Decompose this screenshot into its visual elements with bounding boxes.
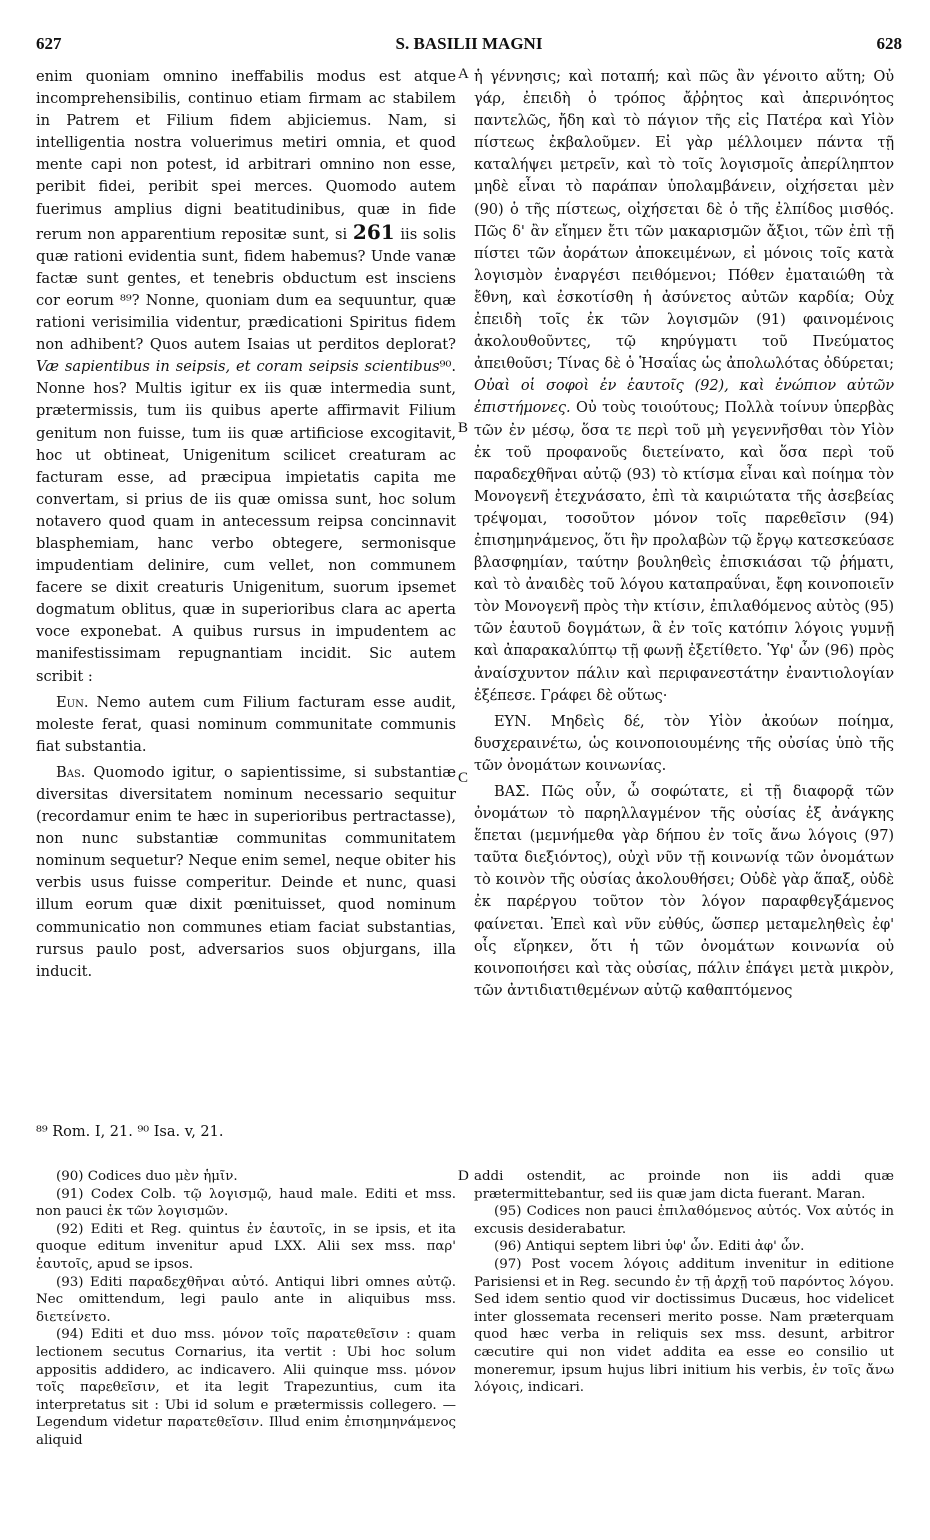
note: (94) Editi et duo mss. μόνον τοῖς παρατεθεῖσιν : quam lectionem secutus Cornarius, ita vertit : Ubi hoc solum appositis addidero, ac indicavero. Alii quinque mss. μόνον τοῖς παρεθεῖσιν, et ita legit Trapezuntius, cum ita interpretatus sit : Ubi id solum e prætermissis collegero. — Legendum videtur παρατεθεῖσιν. Illud enim ἐπισημηνάμενος aliquid xyxy=(36,1327,456,1448)
latin-paragraph-3 xyxy=(36,762,456,983)
note: (95) Codices non pauci ἐπιλαθόμενος αὐτός. Vox αὐτός in excusis desiderabatur. xyxy=(474,1204,894,1237)
greek-text: ἡ γέννησις; καὶ ποταπή; καὶ πῶς ἂν γένοιτο αὕτη; Οὐ γάρ, ἐπειδὴ ὁ τρόπος ἄῤῥητος καὶ ἀπερινόητος παντελῶς, ἤδη καὶ τὸ πάγιον τῆς εἰς Πατέρα καὶ Υἱὸν πίστεως ἐκβαλοῦμεν. Εἰ γὰρ μέλλοιμεν πάντα τῇ καταλήψει μετρεῖν, καὶ τὸ τοῖς λογισμοῖς ἀπερίληπτον μηδὲ εἶναι τὸ παράπαν ὑπολαμβάνειν, οἰχήσεται μὲν (90) ὁ τῆς πίστεως, οἰχήσεται δὲ ὁ τῆς ἐλπίδος μισθός. Πῶς δ' ἂν εἴημεν ἔτι τῶν μακαρισμῶν ἄξιοι, τῶν ἐπὶ τῇ πίστει τῶν ἀοράτων ἀποκειμένων, εἰ μόνοις τοῖς κατὰ λογισμὸν ἐναργέσι πειθόμενοι; Πόθεν ἐματαιώθη τὰ ἔθνη, καὶ ἐσκοτίσθη ἡ ἀσύνετος αὐτῶν καρδία; Οὐχ ἐπειδὴ τοῖς ἐκ τῶν λογισμῶν (91) φαινομένοις ἀκολουθοῦντες, τῷ κηρύγματι τοῦ Πνεύματος ἀπειθοῦσι; Τίνας δὲ ὁ Ἡσαΐας ὡς ἀπολωλότας ὀδύρεται; xyxy=(474,68,894,373)
speaker-label: ΒΑΣ. xyxy=(494,783,530,800)
speaker-label: Bas. xyxy=(56,763,86,781)
page-number-left: 627 xyxy=(36,34,62,53)
speaker-label: Eun. xyxy=(56,693,89,711)
latin-paragraph-2 xyxy=(36,692,456,758)
marker-d: D xyxy=(458,1168,469,1184)
note: (93) Editi παραδεχθῆναι αὐτό. Antiqui libri omnes αὐτῷ. Nec omittendum, legi paulo ante in aliquibus mss. διετείνετο. xyxy=(36,1274,456,1325)
note: (92) Editi et Reg. quintus ἐν ἑαυτοῖς, in se ipsis, et ita quoque editum invenitur apud LXX. Alii sex mss. παρ' ἑαυτοῖς, apud se ipsos. xyxy=(36,1221,456,1272)
latin-paragraph-1 xyxy=(36,66,456,688)
note: (90) Codices duo μὲν ἡμῖν. xyxy=(56,1169,238,1184)
greek-paragraph-2 xyxy=(474,711,894,777)
latin-quote: Væ sapientibus in seipsis, et coram seipsis scientibus xyxy=(36,358,440,376)
latin-text: iis solis quæ rationi evidentia sunt, fidem habemus? Unde vanæ factæ sunt gentes, et tenebris obductum est insciens cor eorum ⁸⁹? Nonne, quoniam dum ea sequuntur, quæ rationi verisimilia videntur, prædicationi Spiritus fidem non adhibent? Quos autem Isaias ut perditos deplorat? xyxy=(36,225,456,354)
greek-text: Πῶς οὖν, ὦ σοφώτατε, εἰ τῇ διαφορᾷ τῶν ὀνομάτων τὸ παρηλλαγμένον τῆς οὐσίας ἐξ ἀνάγκης ἕπεται (μεμνήμεθα γὰρ δήπου ἐν τοῖς ἄνω λόγοις (97) ταῦτα διεξιόντος), οὐχὶ νῦν τῇ κοινωνίᾳ τῶν ὀνομάτων τὸ κοινὸν τῆς οὐσίας ἀκολουθήσει; Οὐδὲ γὰρ ἅπαξ, οὐδὲ ἐκ παρέργου τοῦτον τὸν λόγον παραφθεγξάμενος φαίνεται. Ἐπεὶ καὶ νῦν εὐθύς, ὥσπερ μεταμεληθεὶς ἐφ' οἷς εἴρηκεν, ὅτι ἡ τῶν ὀνομάτων κοινωνία οὐ κοινοποιήσει καὶ τὰς οὐσίας, πάλιν ἐπάγει μετὰ μικρὸν, τῶν ἀντιδιατιθεμένων αὐτῷ καθαπτόμενος xyxy=(474,783,894,999)
greek-paragraph-3 xyxy=(474,781,894,1002)
latin-text: Nemo autem cum Filium facturam esse audit, moleste ferat, quasi nominum communitate communis fiat substantia. xyxy=(36,693,457,755)
greek-text: Οὐ τοὺς τοιούτους; Πολλὰ τοίνυν ὑπερβὰς τῶν ἐν μέσῳ, ὅσα τε περὶ τοῦ μὴ γεγεννῆσθαι τὸν Υἱὸν ἐκ τοῦ προφανοῦς διετείνατο, καὶ ὅσα περὶ τοῦ παραδεχθῆναι αὐτῷ (93) τὸ κτίσμα εἶναι καὶ ποίημα τὸν Μονογενῆ ἐτεχνάσατο, ἐπὶ τὰ καιριώτατα τῆς ἀσεβείας τρέψομαι, τοσοῦτον μόνον τοῖς παρεθεῖσιν (94) ἐπισημηνάμενος, ὅτι ἣν προλαβὼν τῷ ἔργῳ κατεσκεύασε βλασφημίαν, ταύτην βουληθεὶς ἐπισκιάσαι τῷ ῥήματι, καὶ τὸ ἀναιδὲς τοῦ λόγου καταπραΰναι, ἔφη κοινοποιεῖν τὸν Μονογενῆ πρὸς τὴν κτίσιν, ἐπιλαθόμενος αὐτὸς (95) τῶν ἑαυτοῦ δογμάτων, ἃ ἐν τοῖς κατόπιν λόγοις γυμνῇ καὶ ἀπαρακαλύπτῳ τῇ φωνῇ ἐξετίθετο. Ὑφ' ὧν (96) πρὸς ἀναίσχυντον πάλιν καὶ περιφανεστάτην ἐναντιολογίαν ἐξέπεσε. Γράφει δὲ οὕτως· xyxy=(474,399,894,704)
scripture-footnotes: ⁸⁹ Rom. I, 21. ⁹⁰ Isa. v, 21. xyxy=(36,1124,224,1140)
speaker-label: ΕΥΝ. xyxy=(494,712,532,730)
marker-a: A xyxy=(458,66,469,82)
marginal-number: 261 xyxy=(352,219,395,244)
marker-b: B xyxy=(458,420,469,436)
latin-text: ⁹⁰. Nonne hos? Multis igitur ex iis quæ intermedia sunt, prætermissis, tum iis quibus aperte affirmavit Filium genitum non fuisse, tum iis quæ artificiose excogitavit, hoc ut obtineat, Unigenitum scilicet creaturam ac facturam esse, ad præcipua impietatis capita me convertam, si prius de iis quæ omissa sunt, hoc solum notavero quod quam in antecessum reipsa concinnavit blasphemiam, hanc verbo obtegere, sermonisque impudentiam delinire, cum vellet, non communem facere se dixit creaturis Unigenitum, suorum ipsemet dogmatum oblitus, quæ in superioribus clara ac aperta voce exponebat. A quibus rursus in impudentem ac manifestissimam repugnantiam incidit. Sic autem scribit : xyxy=(36,358,456,685)
note: (97) Post vocem λόγοις additum invenitur in editione Parisiensi et in Reg. secundo ἐν τῇ ἀρχῇ τοῦ παρόντος λόγου. Sed idem sentio quod vir doctissimus Ducæus, hoc videlicet inter glossemata recenseri merito posse. Nam præterquam quod hæc verba in reliquis sex mss. desunt, arbitror cæcutire qui non videt addita ea esse eo consilio ut moneremur, ipsum hujus libri initium his verbis, ἐν τοῖς ἄνω λόγοις, indicari. xyxy=(474,1256,894,1396)
notes-right-column xyxy=(474,1168,894,1397)
note: (91) Codex Colb. τῷ λογισμῷ, haud male. Editi et mss. non pauci ἐκ τῶν λογισμῶν. xyxy=(36,1186,456,1220)
page-number-right: 628 xyxy=(876,34,902,53)
page-header xyxy=(36,34,902,58)
latin-text: Quomodo igitur, o sapientissime, si substantiæ diversitas diversitatem nominum necessario sequitur (recordamur enim te hæc in superioribus pertractasse), non nunc substantiæ communitas communitatem nominum sequetur? Neque enim semel, neque obiter his verbis usus fuisse comperitur. Deinde et nunc, quasi illum eorum quæ dixit pœnituisset, quod nominum communicatio non communes etiam faciat substantias, rursus paulo post, adversarios suos objurgans, illa inducit. xyxy=(36,763,457,980)
greek-text: Μηδεὶς δέ, τὸν Υἱὸν ἀκούων ποίημα, δυσχεραινέτω, ὡς κοινοποιουμένης τῆς οὐσίας ὑπὸ τῆς τῶν ὀνομάτων κοινωνίας. xyxy=(474,712,894,774)
latin-text: enim quoniam omnino ineffabilis modus est atque incomprehensibilis, continuo etiam firmam ac stabilem in Patrem et Filium fidem abjiciemus. Nam, si intelligentia nostra voluerimus metiri omnia, et quod mente capi non potest, id arbitrari omnino non esse, peribit fidei, peribit spei merces. Quomodo autem fuerimus amplius digni beatitudinibus, quæ in fide rerum non apparentium repositæ sunt, si xyxy=(36,68,456,243)
greek-paragraph-1 xyxy=(474,66,894,707)
greek-column xyxy=(474,66,894,1002)
notes-left-column xyxy=(36,1168,456,1450)
note: addi ostendit, ac proinde non iis addi quæ prætermittebantur, sed iis quæ jam dicta fuerant. Maran. xyxy=(474,1169,894,1202)
running-title: S. BASILII MAGNI xyxy=(395,34,543,53)
note: (96) Antiqui septem libri ὑφ' ὧν. Editi ἀφ' ὧν. xyxy=(494,1239,805,1255)
marker-c: C xyxy=(458,770,469,786)
greek-quote: Οὐαὶ οἱ σοφοὶ ἐν ἑαυτοῖς (92), καὶ ἐνώπιον αὐτῶν ἐπιστήμονες. xyxy=(474,377,894,417)
latin-column xyxy=(36,66,456,983)
